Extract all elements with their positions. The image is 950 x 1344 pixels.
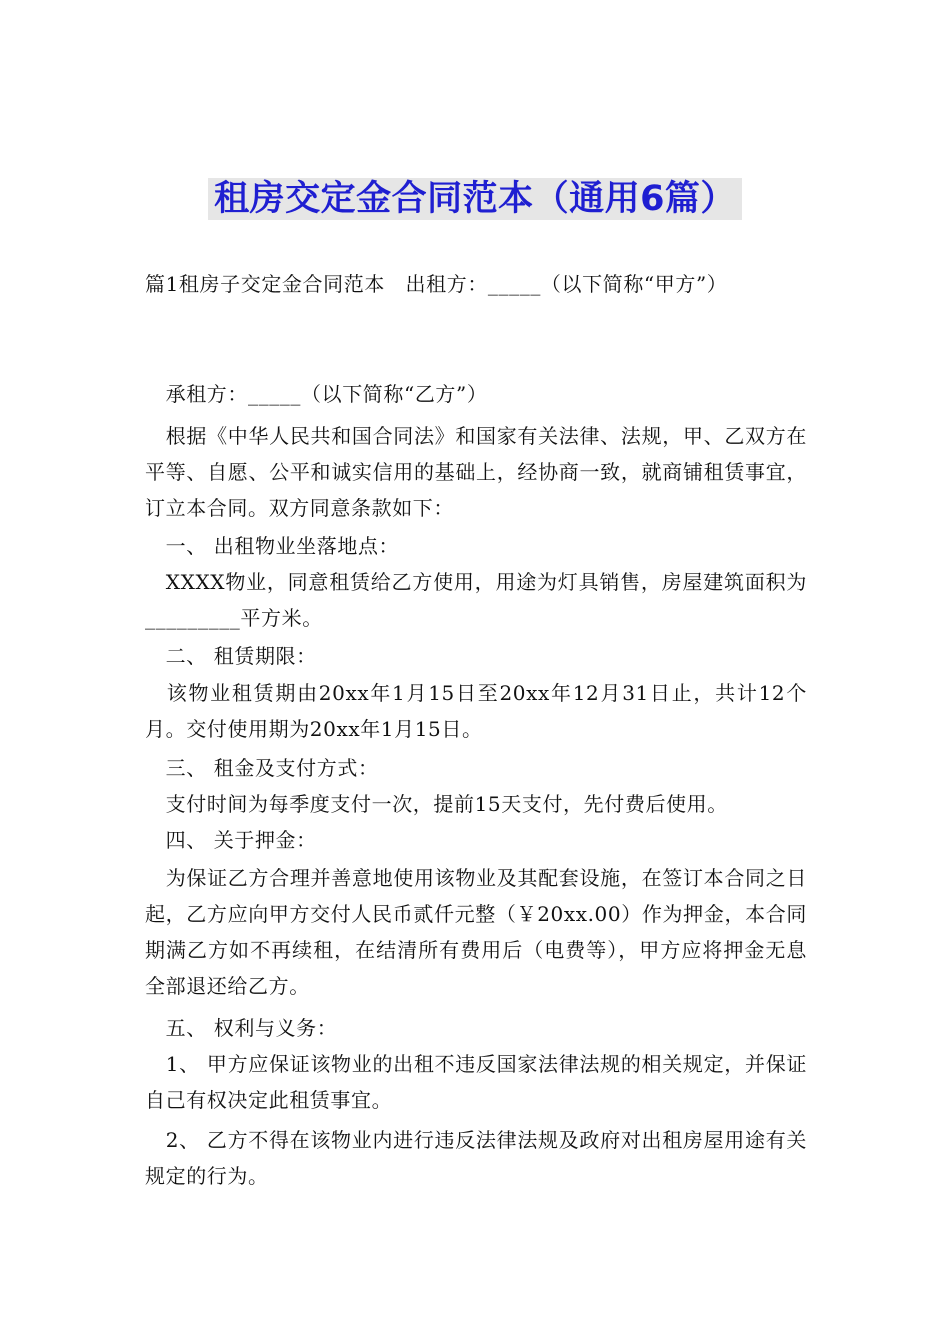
section-heading-term: 二、 租赁期限： bbox=[145, 644, 317, 668]
section-heading-deposit: 四、 关于押金： bbox=[145, 828, 317, 852]
title-container bbox=[0, 178, 950, 220]
paragraph-term: 该物业租赁期由20xx年1月15日至20xx年12月31日止，共计12个月。交付使用期为20xx年1月15日。 bbox=[145, 681, 807, 741]
paragraph-intro: 篇1租房子交定金合同范本 出租方：_____（以下简称“甲方”） bbox=[145, 272, 728, 296]
paragraph-rights-2: 2、 乙方不得在该物业内进行违反法律法规及政府对出租房屋用途有关规定的行为。 bbox=[145, 1128, 807, 1188]
paragraph-location: XXXX物业，同意租赁给乙方使用，用途为灯具销售，房屋建筑面积为_________平方米。 bbox=[145, 570, 807, 630]
paragraph-payment: 支付时间为每季度支付一次，提前15天支付，先付费后使用。 bbox=[145, 792, 728, 816]
section-heading-payment: 三、 租金及支付方式： bbox=[145, 756, 379, 780]
section-heading-location: 一、 出租物业坐落地点： bbox=[145, 534, 400, 558]
paragraph-deposit: 为保证乙方合理并善意地使用该物业及其配套设施，在签订本合同之日起，乙方应向甲方交付人民币贰仟元整（￥20xx.00）作为押金，本合同期满乙方如不再续租，在结清所有费用后（电费等），甲方应将押金无息全部退还给乙方。 bbox=[145, 866, 807, 998]
paragraph-lessee: 承租方：_____（以下简称“乙方”） bbox=[145, 382, 488, 406]
document-title: 租房交定金合同范本（通用6篇） bbox=[208, 178, 742, 220]
paragraph-preamble: 根据《中华人民共和国合同法》和国家有关法律、法规，甲、乙双方在平等、自愿、公平和诚实信用的基础上，经协商一致，就商铺租赁事宜，订立本合同。双方同意条款如下： bbox=[145, 424, 807, 520]
section-heading-rights: 五、 权利与义务： bbox=[145, 1016, 338, 1040]
paragraph-rights-1: 1、 甲方应保证该物业的出租不违反国家法律法规的相关规定，并保证自己有权决定此租赁事宜。 bbox=[145, 1052, 807, 1112]
